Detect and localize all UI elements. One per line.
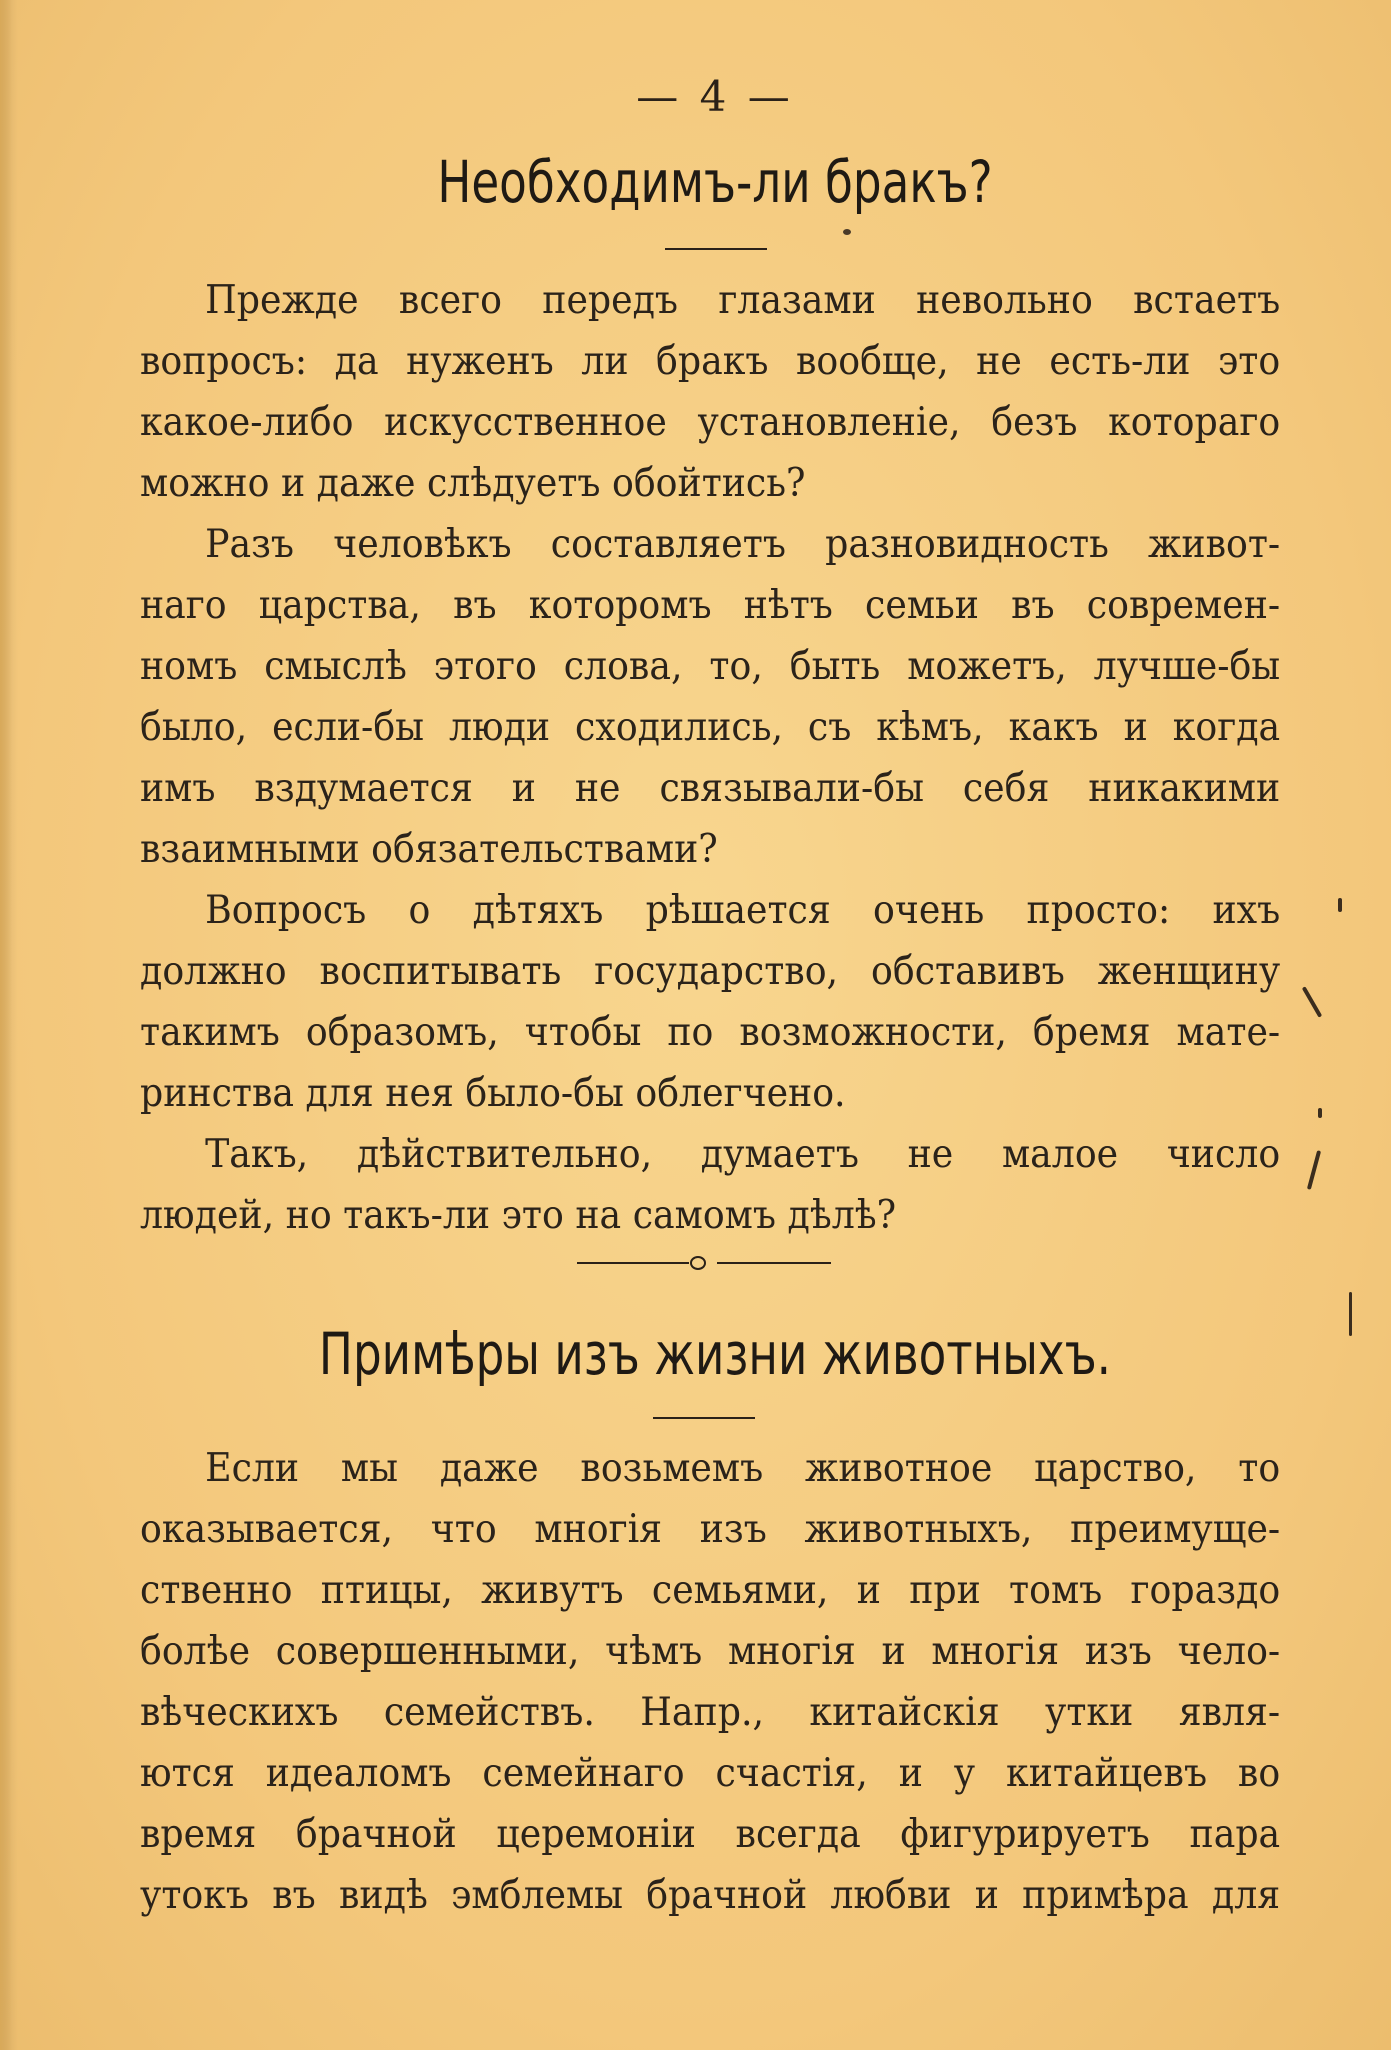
divider-line-left bbox=[577, 1262, 689, 1264]
text-line: вопросъ: да нуженъ ли бракъ вообще, не есть-ли это bbox=[140, 339, 1281, 384]
text-line: такимъ образомъ, чтобы по возможности, бремя мате- bbox=[140, 1010, 1281, 1055]
text-line: Вопросъ о дѣтяхъ рѣшается очень просто: ихъ bbox=[205, 888, 1281, 933]
page-number: — 4 — bbox=[636, 72, 794, 121]
page-edge-shadow bbox=[0, 0, 12, 2050]
heading-underline-2 bbox=[653, 1417, 755, 1419]
divider-line-right bbox=[717, 1262, 831, 1264]
text-line: ринства для нея было-бы облегчено. bbox=[140, 1071, 846, 1116]
section-2-text bbox=[140, 1438, 1280, 1926]
text-line: Если мы даже возьмемъ животное царство, то bbox=[205, 1446, 1281, 1491]
ink-dot bbox=[843, 229, 851, 235]
margin-ink-mark bbox=[1349, 1292, 1352, 1336]
margin-ink-mark bbox=[1318, 1108, 1322, 1118]
text-line: какое-либо искусственное установленіе, безъ котораго bbox=[140, 400, 1281, 445]
margin-ink-mark bbox=[1307, 1150, 1321, 1190]
text-line: имъ вздумается и не связывали-бы себя никакими bbox=[140, 766, 1281, 811]
text-line: ются идеаломъ семейнаго счастія, и у китайцевъ во bbox=[140, 1751, 1281, 1796]
text-line: должно воспитывать государство, обставивъ женщину bbox=[140, 949, 1281, 994]
text-line: номъ смыслѣ этого слова, то, быть можетъ, лучше-бы bbox=[140, 644, 1281, 689]
divider-ornament bbox=[690, 1256, 706, 1270]
text-line: взаимными обязательствами? bbox=[140, 827, 718, 872]
text-line: болѣе совершенными, чѣмъ многія и многія изъ чело- bbox=[140, 1629, 1281, 1674]
text-line: Прежде всего передъ глазами невольно встаетъ bbox=[205, 278, 1281, 323]
text-line: ственно птицы, живутъ семьями, и при томъ гораздо bbox=[140, 1568, 1281, 1613]
text-line: наго царства, въ которомъ нѣтъ семьи въ современ- bbox=[140, 583, 1281, 628]
section-1-text bbox=[140, 270, 1280, 1246]
section-heading-1: Необходимъ-ли бракъ? bbox=[437, 148, 993, 216]
text-line: людей, но такъ-ли это на самомъ дѣлѣ? bbox=[140, 1193, 897, 1238]
text-line: Разъ человѣкъ составляетъ разновидность живот- bbox=[205, 522, 1281, 567]
margin-ink-mark bbox=[1338, 898, 1342, 912]
text-line: утокъ въ видѣ эмблемы брачной любви и примѣра для bbox=[140, 1873, 1281, 1918]
text-line: было, если-бы люди сходились, съ кѣмъ, какъ и когда bbox=[140, 705, 1281, 750]
text-line: оказывается, что многія изъ животныхъ, преимуще- bbox=[140, 1507, 1281, 1552]
text-line: Такъ, дѣйствительно, думаетъ не малое число bbox=[205, 1132, 1281, 1177]
text-line: можно и даже слѣдуетъ обойтись? bbox=[140, 461, 806, 506]
text-line: время брачной церемоніи всегда фигурируетъ пара bbox=[140, 1812, 1281, 1857]
heading-underline-1 bbox=[665, 248, 767, 250]
section-heading-2: Примѣры изъ жизни животныхъ. bbox=[318, 1320, 1112, 1388]
margin-ink-mark bbox=[1302, 986, 1322, 1017]
text-line: вѣческихъ семействъ. Напр., китайскія утки явля- bbox=[140, 1690, 1281, 1735]
section-divider bbox=[577, 1256, 831, 1270]
